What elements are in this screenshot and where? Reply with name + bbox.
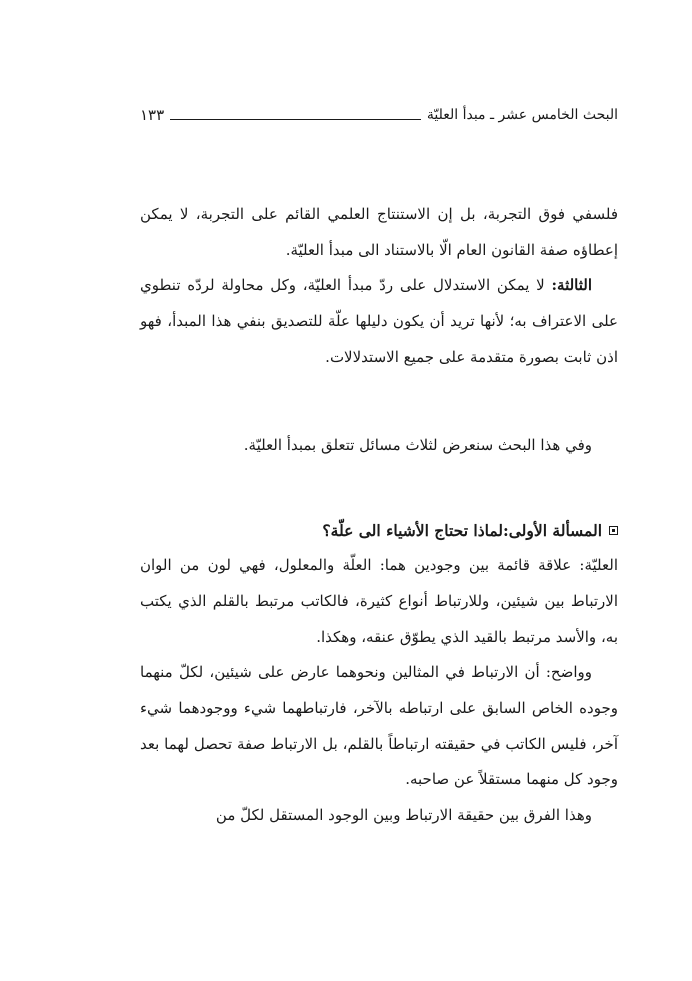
paragraph-difference: وهذا الفرق بين حقيقة الارتباط وبين الوجود المستقل لكلّ من <box>215 806 592 825</box>
third-point-text: لا يمكن الاستدلال على ردّ مبدأ العليّة، وكل محاولة لردّه تنطوي على الاعتراف به؛ لأنها تريد أن يكون دليلها علّة للتصديق بنفي هذا المبدأ، فهو اذن ثابت بصورة متقدمة على جميع الاستدلالات. <box>140 276 618 366</box>
paragraph-intro-issues: وفي هذا البحث سنعرض لثلاث مسائل تتعلق بمبدأ العليّة. <box>243 435 592 454</box>
spacer <box>140 463 618 513</box>
header-title: البحث الخامس عشر ـ مبدأ العليّة <box>426 107 618 123</box>
section-heading-label: المسألة الأولى: <box>503 521 602 541</box>
body-text <box>140 197 618 834</box>
paragraph-clarification: وواضح: أن الارتباط في المثالين ونحوهما عارض على شيئين، لكلّ منهما وجوده الخاص السابق على ارتباطه بالآخر، فارتباطهما شيء ووجودهما شيء آخر، فليس الكاتب في حقيقته ارتباطاً بالقلم، بل الارتباط صفة تحصل لهما بعد وجود كل منهما مستقلاً عن صاحبه. <box>140 663 618 789</box>
paragraph-causality-definition: العليّة: علاقة قائمة بين وجودين هما: العلّة والمعلول، فهي لون من الوان الارتباط بين شيئين، وللارتباط أنواع كثيرة، فالكاتب مرتبط بالقلم الذي يكتب به، والأسد مرتبط بالقيد الذي يطوّق عنقه، وهكذا. <box>140 556 618 646</box>
third-point-label: الثالثة: <box>551 276 592 295</box>
spacer <box>140 376 618 428</box>
paragraph-continuation: فلسفي فوق التجربة، بل إن الاستنتاج العلمي القائم على التجربة، لا يمكن إعطاؤه صفة القانون العام الّا بالاستناد الى مبدأ العليّة. <box>140 205 618 259</box>
page-number: ١٣٣ <box>140 106 165 124</box>
square-bullet-icon <box>609 526 618 535</box>
section-heading-text: لماذا تحتاج الأشياء الى علّة؟ <box>322 521 504 541</box>
paragraph-third-point <box>140 268 618 375</box>
running-header <box>140 103 618 127</box>
header-rule <box>170 119 421 120</box>
section-heading <box>140 513 618 548</box>
